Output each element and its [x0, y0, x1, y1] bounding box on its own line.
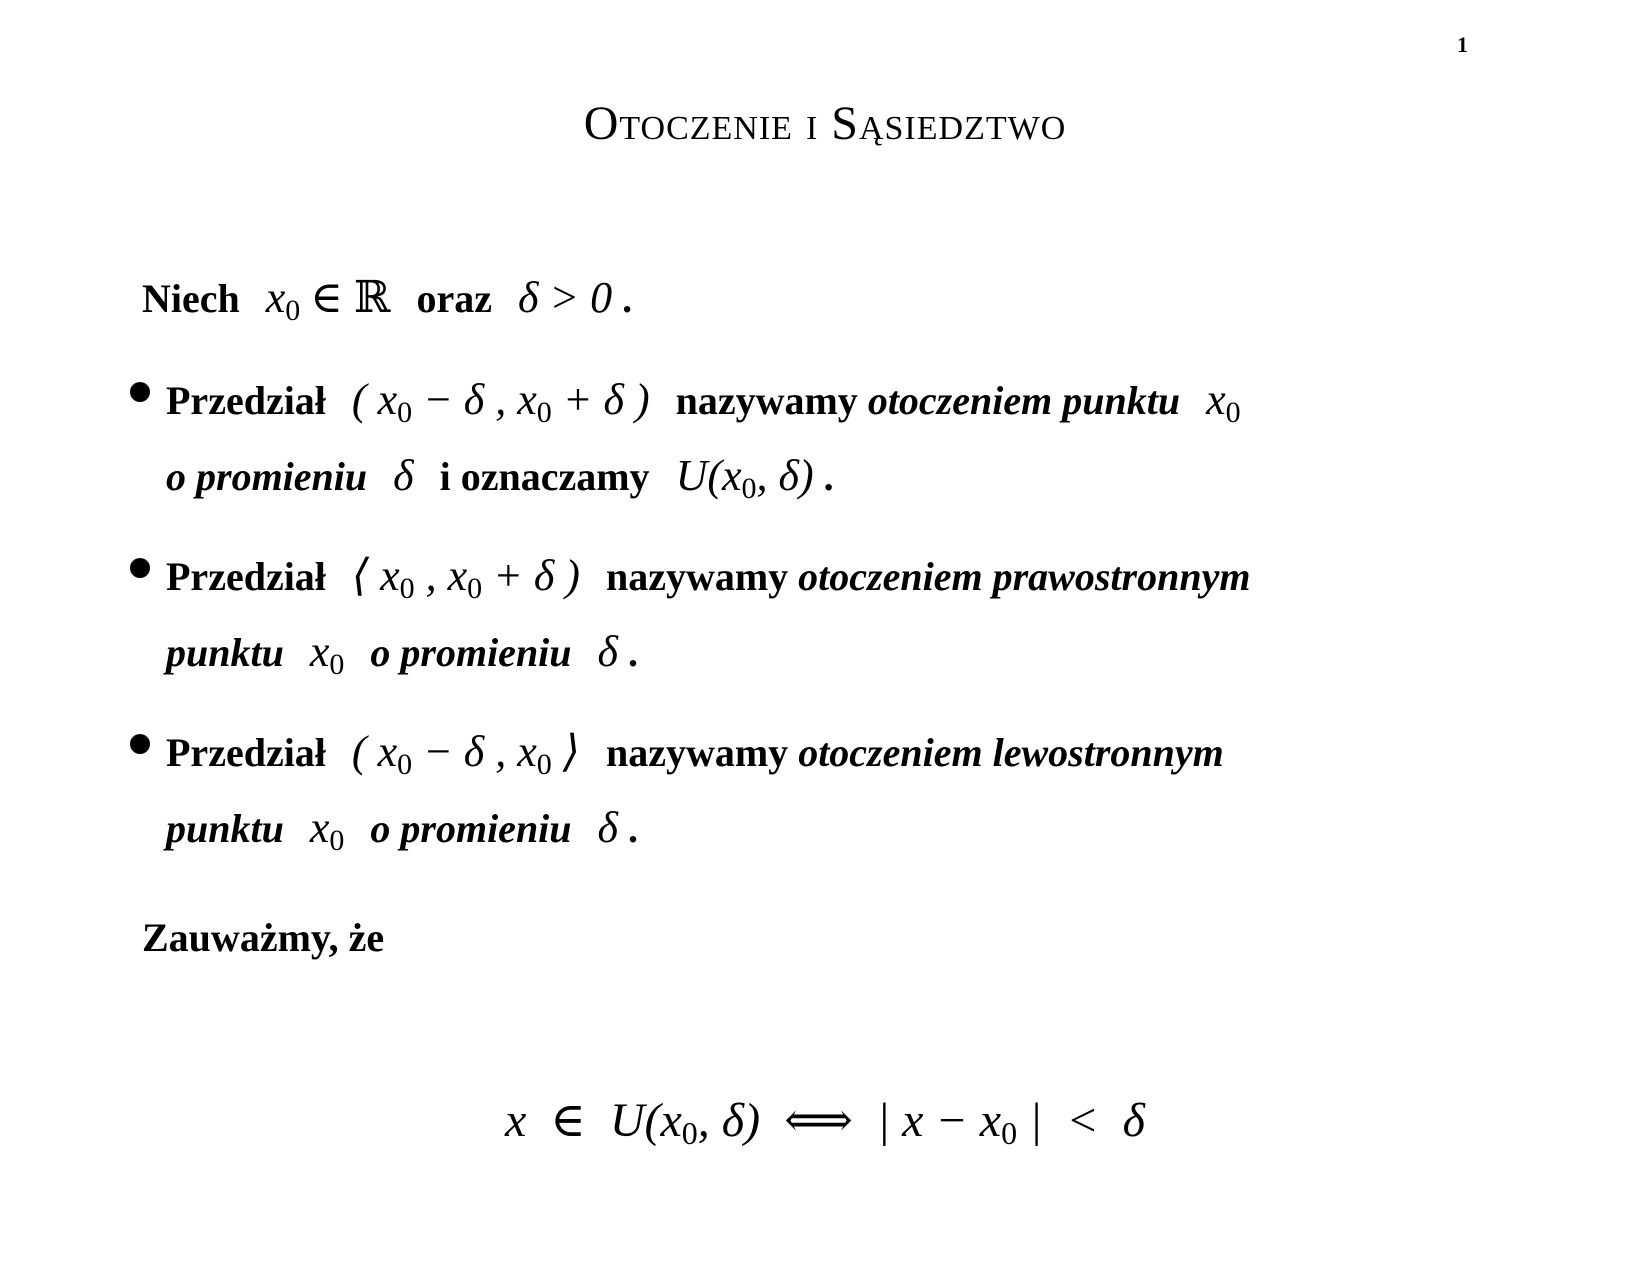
intro-word-niech: Niech [142, 276, 240, 321]
math-interval-right: ⟨ $x_0$ , $x_0 + \delta$ ) [351, 551, 580, 605]
math-interval-open: ( $x_0 - \delta$ , $x_0 + \delta$ ) [351, 375, 650, 429]
word-nazywamy: nazywamy [605, 554, 789, 599]
math-in-reals: ∈ ℝ [310, 273, 391, 322]
math-x0: $x_0$ [309, 803, 345, 857]
note-text: Zauważmy, że [142, 915, 385, 960]
word-przedzial: Przedział [166, 554, 326, 599]
math-x0: $x_0$ [309, 627, 345, 681]
term-otoczenie-prawostronne: otoczeniem prawostronnym [798, 554, 1251, 599]
definition-item-3 [130, 726, 1224, 782]
math-delta: δ [597, 803, 618, 852]
term-otoczenie-lewostronne: otoczeniem lewostronnym [798, 730, 1224, 775]
definition-item-2-cont [166, 626, 638, 682]
period: . [823, 454, 834, 499]
math-interval-left: ( $x_0 - \delta$ , $x_0$ ⟩ [351, 727, 580, 781]
intro-word-oraz: oraz [416, 276, 492, 321]
term-o-promieniu: o promieniu [370, 630, 572, 675]
intro-line [142, 272, 632, 328]
term-otoczenie-punktu: otoczeniem punktu [867, 378, 1181, 423]
definition-item-3-cont [166, 802, 638, 858]
math-delta: δ [393, 451, 414, 500]
math-delta: δ [597, 627, 618, 676]
page-title: Otoczenie i Sąsiedztwo [583, 97, 1067, 150]
definition-item-1 [130, 374, 1241, 430]
definition-item-1-cont [166, 450, 834, 506]
bullet-icon [130, 558, 150, 578]
term-o-promieniu: o promieniu [370, 806, 572, 851]
bullet-icon [130, 734, 150, 754]
word-przedzial: Przedział [166, 378, 326, 423]
term-punktu: punktu [166, 806, 284, 851]
page-number: 1 [1457, 32, 1468, 57]
period: . [628, 630, 638, 675]
term-punktu: punktu [166, 630, 284, 675]
math-x0: $x_0$ [1206, 375, 1241, 429]
word-i-oznaczamy: i oznaczamy [439, 454, 650, 499]
bullet-icon [130, 382, 150, 402]
equivalence-equation: x ∈ $U(x_0$, δ) ⟺ | $x - x_0$ | < δ [504, 1094, 1145, 1151]
definition-item-2 [130, 550, 1250, 606]
word-przedzial: Przedział [166, 730, 326, 775]
intro-period: . [622, 276, 633, 321]
word-nazywamy: nazywamy [675, 378, 858, 423]
term-o-promieniu: o promieniu [166, 454, 368, 499]
word-nazywamy: nazywamy [605, 730, 789, 775]
period: . [628, 806, 638, 851]
math-U-notation: $U(x_0$, δ) [675, 451, 814, 505]
math-delta-positive: δ > 0 [517, 273, 613, 322]
math-x0: $x_0$ [265, 273, 301, 327]
